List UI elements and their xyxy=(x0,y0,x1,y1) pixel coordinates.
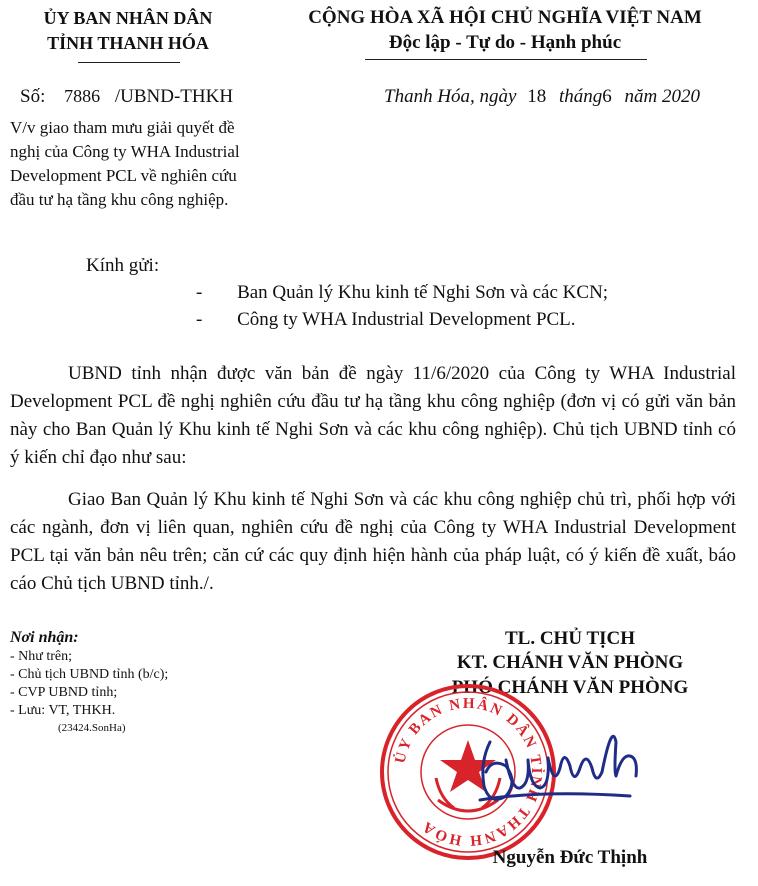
recipients-label: Nơi nhận: xyxy=(10,629,79,646)
sign-title-line2: KT. CHÁNH VĂN PHÒNG xyxy=(456,652,684,673)
date-day: 18 xyxy=(527,86,547,107)
recipient-item: - Lưu: VT, THKH. xyxy=(10,703,116,718)
agency-underline xyxy=(78,62,180,63)
kinh-gui-item xyxy=(196,279,608,306)
recipients-block xyxy=(10,628,168,736)
place-date-prefix: Thanh Hóa, ngày xyxy=(384,86,517,107)
so-number: 7886 xyxy=(64,86,101,106)
signer-name: Nguyễn Đức Thịnh xyxy=(492,847,648,868)
year-text: năm 2020 xyxy=(624,86,700,107)
body-paragraph: Giao Ban Quản lý Khu kinh tế Nghi Sơn và các khu công nghiệp chủ trì, phối hợp với các ngành, đơn vị liên quan, nghiên cứu đề nghị của Công ty WHA Industrial Development PCL tại văn bản nêu trên; căn cứ các quy định hiện hành của pháp luật, có ý kiến đề xuất, báo cáo Chủ tịch UBND tỉnh./. xyxy=(10,489,736,594)
motto-underline xyxy=(365,59,647,60)
document-number xyxy=(20,83,233,110)
subject-line: đầu tư hạ tầng khu công nghiệp. xyxy=(10,190,229,209)
subject-line: Development PCL về nghiên cứu xyxy=(10,166,237,185)
kinh-gui-item xyxy=(196,306,576,333)
body-paragraph: UBND tỉnh nhận được văn bản đề ngày 11/6/2020 của Công ty WHA Industrial Development PCL đề nghị nghiên cứu đầu tư hạ tầng khu công nghiệp (đơn vị có gửi văn bản này cho Ban Quản lý Khu kinh tế Nghi Sơn và các khu công nghiệp). Chủ tịch UBND tỉnh có ý kiến chỉ đạo như sau: xyxy=(10,363,736,468)
so-code: /UBND-THKH xyxy=(114,86,234,107)
kinh-gui-dash: - xyxy=(196,282,203,303)
subject-line: V/v giao tham mưu giải quyết đề xyxy=(10,118,235,137)
kinh-gui-recipient: Ban Quản lý Khu kinh tế Nghi Sơn và các KCN; xyxy=(237,282,609,303)
subject-block xyxy=(10,116,240,212)
nation-title: CỘNG HÒA XÃ HỘI CHỦ NGHĨA VIỆT NAM xyxy=(308,7,702,28)
month-label: tháng xyxy=(558,86,603,107)
place-date xyxy=(384,83,700,110)
date-month: 6 xyxy=(602,86,612,107)
recipient-item: - Như trên; xyxy=(10,649,73,664)
kinh-gui-recipient: Công ty WHA Industrial Development PCL. xyxy=(237,309,576,330)
sign-title-line1: TL. CHỦ TỊCH xyxy=(504,628,636,649)
kinh-gui-dash: - xyxy=(196,309,203,330)
recipient-item: - CVP UBND tỉnh; xyxy=(10,685,118,700)
handwritten-signature xyxy=(460,712,660,822)
so-label: Số: xyxy=(20,86,46,107)
agency-name-line2: TỈNH THANH HÓA xyxy=(47,33,209,53)
recipient-item: - Chủ tịch UBND tỉnh (b/c); xyxy=(10,667,169,682)
agency-name-line1: ỦY BAN NHÂN DÂN xyxy=(43,8,213,28)
kinh-gui-label: Kính gửi: xyxy=(86,255,160,276)
nation-motto: Độc lập - Tự do - Hạnh phúc xyxy=(388,32,622,53)
subject-line: nghị của Công ty WHA Industrial xyxy=(10,142,240,161)
seal-arc-text: ỦY BAN NHÂN DÂN TỈNH THANH HÓA xyxy=(392,695,545,849)
recipient-code: (23424.SonHa) xyxy=(58,722,126,734)
sign-title-line3: PHÓ CHÁNH VĂN PHÒNG xyxy=(451,677,689,698)
